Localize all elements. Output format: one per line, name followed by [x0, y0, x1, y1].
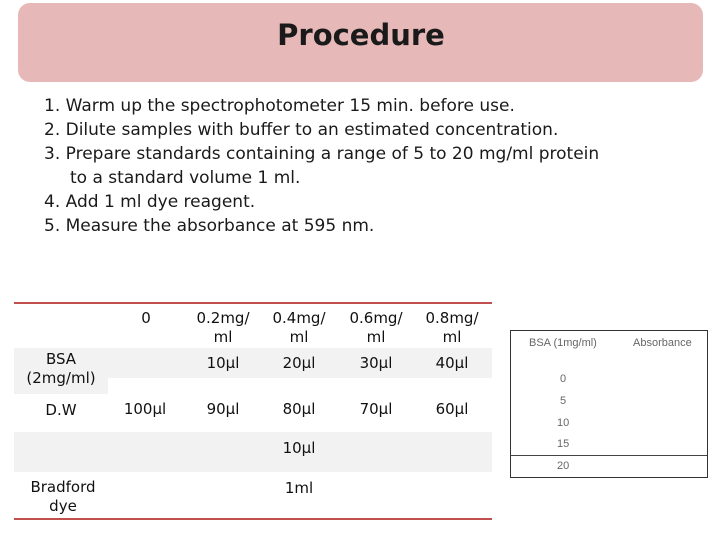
slide-title: Procedure — [277, 18, 445, 52]
header-0: 0 — [141, 309, 151, 327]
header-0.2: 0.2mg/ ml — [196, 309, 250, 346]
dw-0.2: 90µl — [206, 400, 240, 418]
ref-value-0: 0 — [560, 373, 567, 385]
dw-0.4: 80µl — [282, 400, 316, 418]
step-3: 3. Prepare standards containing a range of 5 to 20 mg/ml protein — [44, 144, 600, 164]
row-label-bradford: Bradford dye — [30, 478, 96, 515]
ref-value-10: 10 — [557, 417, 570, 429]
step-2: 2. Dilute samples with buffer to an estimated concentration. — [44, 120, 559, 140]
ref-separator — [511, 455, 707, 456]
ref-value-5: 5 — [560, 395, 567, 407]
mid-value: 10µl — [282, 439, 316, 457]
step-3-continued: to a standard volume 1 ml. — [70, 168, 301, 188]
dw-0: 100µl — [123, 400, 167, 418]
header-0.6: 0.6mg/ ml — [349, 309, 403, 346]
row-label-dw: D.W — [45, 401, 77, 419]
bradford-value: 1ml — [284, 479, 314, 497]
dw-0.6: 70µl — [359, 400, 393, 418]
step-1: 1. Warm up the spectrophotometer 15 min. before use. — [44, 96, 515, 116]
header-0.8: 0.8mg/ ml — [425, 309, 479, 346]
step-5: 5. Measure the absorbance at 595 nm. — [44, 216, 375, 236]
bsa-0.4: 20µl — [282, 354, 316, 372]
dw-0.8: 60µl — [435, 400, 469, 418]
bsa-0.8: 40µl — [435, 354, 469, 372]
bsa-0.2: 10µl — [206, 354, 240, 372]
ref-col-bsa: BSA (1mg/ml) — [529, 337, 597, 349]
step-4: 4. Add 1 ml dye reagent. — [44, 192, 256, 212]
bsa-0.6: 30µl — [359, 354, 393, 372]
ref-value-20: 20 — [557, 460, 570, 472]
ref-value-15: 15 — [557, 438, 570, 450]
ref-col-absorbance: Absorbance — [633, 337, 692, 349]
reference-table-image — [510, 330, 708, 478]
header-0.4: 0.4mg/ ml — [272, 309, 326, 346]
row-label-bsa: BSA (2mg/ml) — [26, 350, 96, 387]
